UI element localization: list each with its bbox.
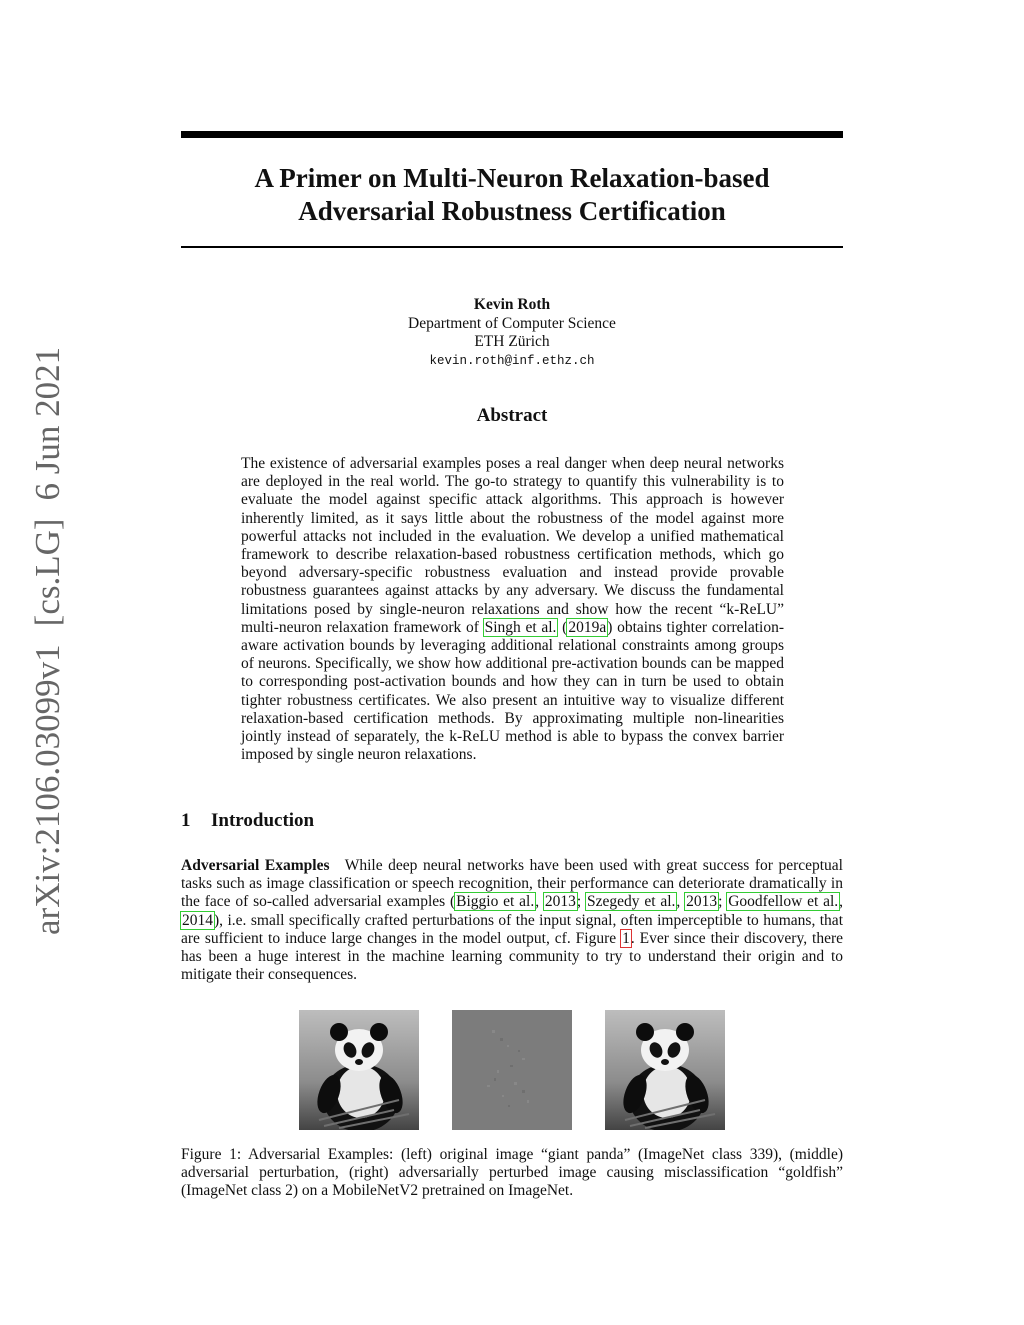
title-top-rule bbox=[181, 131, 843, 138]
paragraph-heading: Adversarial Examples bbox=[181, 857, 330, 874]
author-block bbox=[181, 296, 843, 370]
section-number: 1 bbox=[181, 810, 191, 831]
arxiv-category: [cs.LG] bbox=[28, 518, 67, 627]
citation-link[interactable]: Szegedy et al. bbox=[587, 893, 676, 911]
author-email[interactable]: kevin.roth@inf.ethz.ch bbox=[429, 353, 595, 368]
arxiv-id: arXiv:2106.03099v1 bbox=[28, 644, 67, 935]
citation-year-link[interactable]: 2013 bbox=[544, 893, 576, 911]
title-line-1: A Primer on Multi-Neuron Relaxation-based bbox=[254, 163, 770, 193]
introduction-paragraph: Adversarial Examples While deep neural networks have been used with great success for perceptual tasks such as image classification or speech recognition, their performance can deteriorate dramatically in the face of so-called adversarial examples (Biggio et al., 2013; Szegedy et al., 2013; Goodfellow et al., 2014), i.e. small specifically crafted perturbations of the input signal, often imperceptible to humans, that are sufficient to induce large changes in the model output, cf. Figure 1. Ever since their discovery, there has been a huge interest in the machine learning community to try to understand their origin and to mitigate their consequences. bbox=[181, 857, 844, 984]
panda-perturbed-image bbox=[605, 1010, 725, 1130]
intro-text-1: While deep neural networks have been used with great success for perceptual tasks such as image classification or speech recognition, their performance can deteriorate dramatically in the face of so-called adversarial examples ( bbox=[181, 857, 843, 911]
paper-title bbox=[181, 162, 843, 228]
abstract-heading: Abstract bbox=[476, 405, 548, 426]
citation-year-link[interactable]: 2019a bbox=[568, 618, 607, 636]
abstract-text: The existence of adversarial examples poses a real danger when deep neural networks are deployed in the real world. The go-to strategy to quantify this vulnerability is to evaluate the model against specific attack algorithms. This approach is however inherently limited, as it says little about the robustness of the model against more powerful attacks not included in the evaluation. We develop a unified mathematical framework to describe relaxation-based robustness certification methods, which go beyond adversary-specific robustness evaluation and instead provide provable robustness guarantees against attacks by any adversary. We discuss the fundamental limitations posed by single-neuron relaxations and show how the recent “k-ReLU” multi-neuron relaxation framework of Singh et al. (2019a) obtains tighter correlation-aware activation bounds by leveraging additional relational constraints among groups of neurons. Specifically, we show how additional pre-activation bounds can be mapped to corresponding post-activation bounds and how they can in turn be used to obtain tighter robustness certificates. We also present an intuitive way to visualize different relaxation-based certification methods. By approximating multiple non-linearities jointly instead of separately, the k-ReLU method is able to bypass the convex barrier imposed by single neuron relaxations. bbox=[241, 455, 785, 764]
author-name: Kevin Roth bbox=[473, 296, 551, 313]
figure-reference-link[interactable]: 1 bbox=[622, 929, 630, 947]
perturbation-noise-image bbox=[452, 1010, 572, 1130]
citation-link[interactable]: Goodfellow et al. bbox=[728, 893, 839, 911]
panda-original-image bbox=[299, 1010, 419, 1130]
title-bottom-rule bbox=[181, 246, 843, 248]
section-heading bbox=[181, 810, 314, 832]
citation-year-link[interactable]: 2014 bbox=[182, 911, 213, 929]
title-line-2: Adversarial Robustness Certification bbox=[298, 196, 726, 226]
arxiv-sidebar-stamp bbox=[28, 329, 68, 935]
abstract-text-after: obtains tighter correlation-aware activation bounds by leveraging additional relational constraints among groups of neurons. Specifically, we show how additional pre-activation bounds can be mapped to corresponding post-activation bounds and how they can in turn be used to obtain tighter robustness certificates. We also present an intuitive way to visualize different relaxation-based certification methods. By approximating multiple non-linearities jointly instead of separately, the k-ReLU method is able to bypass the convex barrier imposed by single neuron relaxations. bbox=[241, 618, 785, 764]
citation-link[interactable]: Biggio et al. bbox=[456, 893, 535, 911]
citation-year-link[interactable]: 2013 bbox=[686, 893, 718, 911]
abstract-text-before: The existence of adversarial examples poses a real danger when deep neural networks are deployed in the real world. The go-to strategy to quantify this vulnerability is to evaluate the model against specific attack algorithms. This approach is however inherently limited, as it says little about the robustness of the model against more powerful attacks not included in the evaluation. We develop a unified mathematical framework to describe relaxation-based robustness certification methods, which go beyond adversary-specific robustness evaluation and instead provide provable robustness guarantees against attacks by any adversary. We discuss the fundamental limitations posed by single-neuron relaxations and show how the recent “k-ReLU” multi-neuron relaxation framework of bbox=[241, 455, 784, 636]
arxiv-date: 6 Jun 2021 bbox=[28, 346, 67, 501]
intro-text-2: ), i.e. small specifically crafted perturbations of the input signal, often imperceptible to humans, that are sufficient to induce large changes in the model output, cf. Figure bbox=[181, 911, 843, 947]
figure-caption: Figure 1: Adversarial Examples: (left) original image “giant panda” (ImageNet class 339), (middle) adversarial perturbation, (right) adversarially perturbed image causing misclassification “goldfish” (ImageNet class 2) on a MobileNetV2 pretrained on ImageNet. bbox=[181, 1146, 843, 1200]
citation-link[interactable]: Singh et al. bbox=[484, 618, 557, 636]
author-institution: ETH Zürich bbox=[474, 333, 550, 350]
section-title: Introduction bbox=[211, 810, 315, 831]
author-department: Department of Computer Science bbox=[408, 314, 616, 332]
intro-text-3: . Ever since their discovery, there has been a huge interest in the machine learning community to try to understand their origin and to mitigate their consequences. bbox=[181, 929, 844, 984]
